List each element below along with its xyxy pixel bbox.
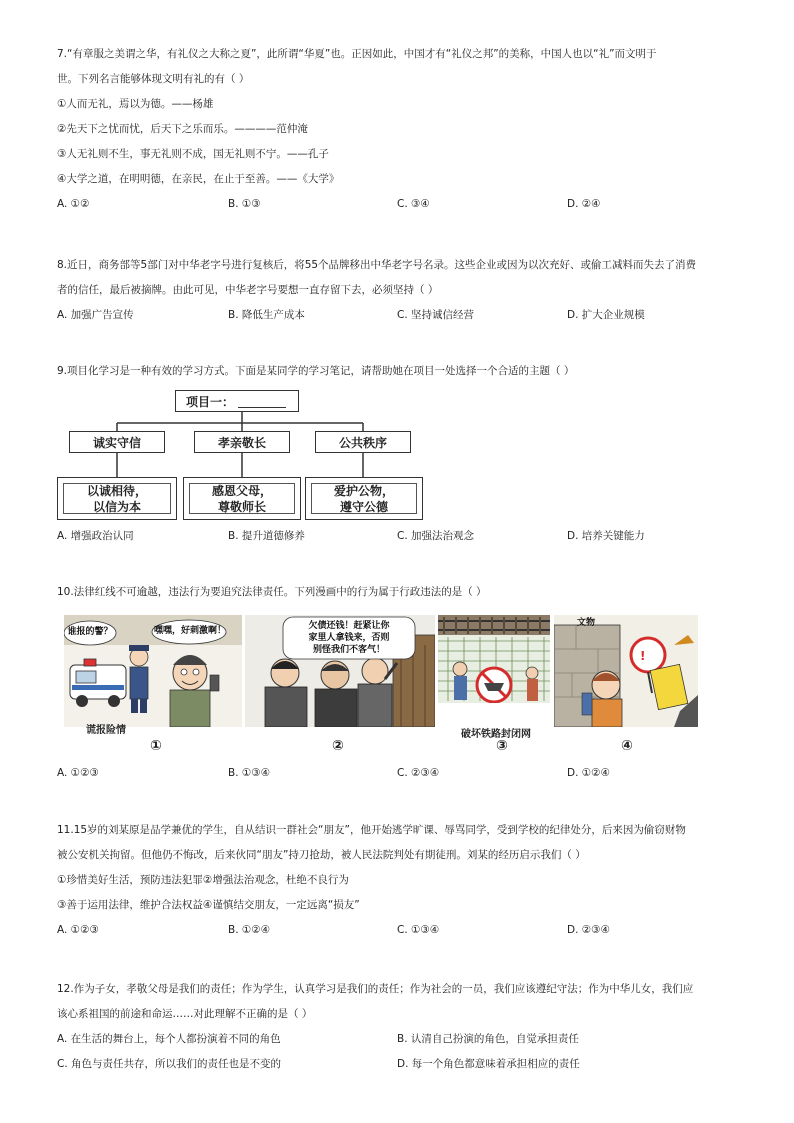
question-7-item-2: ②先天下之忧而忧，后天下之乐而乐。————范仲淹 (57, 123, 308, 135)
option-b[interactable]: B. ①③④ (228, 767, 271, 779)
question-8-options (57, 303, 747, 328)
panel-number-1: ① (150, 738, 162, 754)
question-7-item-3: ③人无礼则不生，事无礼则不成，国无礼则不宁。——孔子 (57, 148, 329, 160)
option-a[interactable]: A. ①② (57, 198, 90, 210)
panel-number-2: ② (332, 738, 344, 754)
question-7-stem-line-2: 世。下列名言能够体现文明有礼的有（ ） (57, 73, 250, 85)
question-8-stem-line-1: 8.近日，商务部等5部门对中华老字号进行复核后，将55个品牌移出中华老字号名录。这些企业或因为以次充好、或偷工减料而失去了消费 (57, 259, 697, 271)
option-d[interactable]: D. ②④ (567, 198, 601, 210)
panel-2-bubble-line-1: 欠债还钱！赶紧让你 (308, 621, 390, 631)
diagram-node-2: 孝亲敬长 (194, 431, 290, 453)
svg-text:!: ! (640, 649, 646, 663)
question-11-items-1: ①珍惜美好生活，预防违法犯罪②增强法治观念，杜绝不良行为 (57, 874, 349, 886)
question-12-options-row-1 (57, 1027, 747, 1052)
option-a[interactable]: A. 在生活的舞台上，每个人都扮演着不同的角色 (57, 1033, 281, 1045)
option-b[interactable]: B. 降低生产成本 (228, 309, 305, 321)
option-d[interactable]: D. ②③④ (567, 924, 610, 936)
question-10-options (57, 761, 747, 786)
question-10 (57, 580, 747, 605)
option-b[interactable]: B. 提升道德修养 (228, 530, 305, 542)
diagram-node-3: 公共秩序 (315, 431, 411, 453)
question-9-options (57, 524, 747, 549)
question-7-item-1: ①人而无礼，焉以为德。——杨雄 (57, 98, 214, 110)
option-b[interactable]: B. 认清自己扮演的角色，自觉承担责任 (397, 1033, 579, 1045)
comic-panel-2 (245, 615, 435, 727)
question-12-options-row-2 (57, 1052, 747, 1077)
option-b[interactable]: B. ①③ (228, 198, 261, 210)
question-9-options-wrap (57, 524, 747, 549)
option-c[interactable]: C. 坚持诚信经营 (397, 309, 475, 321)
diagram-leaf-2 (183, 477, 301, 520)
diagram-leaf-1-line-2: 以信为本 (92, 499, 141, 514)
question-8 (57, 253, 747, 328)
question-10-options-wrap (57, 761, 747, 786)
diagram-leaf-2-line-2: 尊敬师长 (217, 499, 266, 514)
option-b[interactable]: B. ①②④ (228, 924, 271, 936)
comic-panel-1 (64, 615, 242, 727)
option-c[interactable]: C. 加强法治观念 (397, 530, 475, 542)
question-11-items-2: ③善于运用法律，维护合法权益④谨慎结交朋友，一定远离“损友” (57, 899, 360, 911)
diagram-leaf-3-line-2: 遵守公德 (339, 499, 388, 514)
option-a[interactable]: A. 加强广告宣传 (57, 309, 134, 321)
question-11 (57, 818, 747, 943)
question-7-item-4: ④大学之道，在明明德，在亲民，在止于至善。——《大学》 (57, 173, 340, 185)
panel-2-bubble-line-3: 别怪我们不客气！ (312, 645, 385, 655)
question-11-options (57, 918, 747, 943)
panel-1-caption: 谎报险情 (86, 725, 126, 736)
panel-2-bubble (285, 620, 413, 656)
option-d[interactable]: D. 培养关键能力 (567, 530, 645, 542)
question-7-options (57, 192, 747, 217)
diagram-top-label: 项目一： (186, 394, 235, 409)
diagram-top-box (175, 390, 299, 412)
comic-panel-3 (438, 615, 550, 727)
option-c[interactable]: C. ①③④ (397, 924, 440, 936)
question-12-stem-line-1: 12.作为子女，孝敬父母是我们的责任；作为学生，认真学习是我们的责任；作为社会的一员，我们应该遵纪守法；作为中华儿女，我们应 (57, 983, 694, 995)
option-d[interactable]: D. 扩大企业规模 (567, 309, 645, 321)
diagram-leaf-1-line-1: 以诚相待， (86, 483, 147, 498)
panel-number-3: ③ (496, 738, 508, 754)
panel-3-caption: 破坏铁路封闭网 (461, 729, 531, 740)
question-12-stem-line-2: 该心系祖国的前途和命运……对此理解不正确的是（ ） (57, 1008, 313, 1020)
panel-1-bubble-police: 谁报的警？ (67, 627, 113, 637)
option-a[interactable]: A. ①②③ (57, 924, 99, 936)
question-7-stem-line-1: 7.“有章服之美谓之华，有礼仪之大称之夏”，此所谓“华夏”也。正因如此，中国才有“礼仪之邦”的美称，中国人也以“礼”而文明于 (57, 48, 657, 60)
option-d[interactable]: D. 每一个角色都意味着承担相应的责任 (397, 1058, 580, 1070)
question-8-stem-line-2: 者的信任，最后被摘牌。由此可见，中华老字号要想一直存留下去，必须坚持（ ） (57, 284, 439, 296)
option-c[interactable]: C. 角色与责任共存，所以我们的责任也是不变的 (57, 1058, 282, 1070)
comic-panel-4 (554, 615, 698, 727)
answer-blank (238, 395, 286, 408)
diagram-leaf-3-line-1: 爱护公物， (333, 483, 394, 498)
comic-panel-3-art (438, 615, 550, 727)
option-d[interactable]: D. ①②④ (567, 767, 610, 779)
panel-1-bubble-caller: 嘿嘿，好刺激啊！ (154, 626, 227, 636)
question-7 (57, 42, 747, 217)
panel-2-bubble-line-2: 家里人拿钱来，否则 (308, 633, 390, 643)
option-a[interactable]: A. 增强政治认同 (57, 530, 134, 542)
question-9-stem: 9.项目化学习是一种有效的学习方式。下面是某同学的学习笔记，请帮助她在项目一处选择一个合适的主题（ ） (57, 365, 575, 377)
question-12 (57, 977, 747, 1077)
question-11-stem-line-1: 11.15岁的刘某原是品学兼优的学生，自从结识一群社会“朋友”，他开始逃学旷课、辱骂同学，受到学校的纪律处分，后来因为偷窃财物 (57, 824, 686, 836)
comic-panel-4-art (554, 615, 698, 727)
panel-4-sign-text: 文物 (576, 618, 595, 628)
diagram-leaf-1 (57, 477, 177, 520)
diagram-leaf-3 (305, 477, 423, 520)
option-c[interactable]: C. ③④ (397, 198, 430, 210)
panel-number-4: ④ (621, 738, 633, 754)
diagram-node-1: 诚实守信 (69, 431, 165, 453)
option-c[interactable]: C. ②③④ (397, 767, 440, 779)
project-diagram (57, 390, 447, 520)
question-10-stem: 10.法律红线不可逾越，违法行为要追究法律责任。下列漫画中的行为属于行政违法的是（ ） (57, 586, 487, 598)
question-9 (57, 359, 747, 384)
question-11-stem-line-2: 被公安机关拘留。但他仍不悔改，后来伙同“朋友”持刀抢劫，被人民法院判处有期徒刑。刘某的经历启示我们（ ） (57, 849, 586, 861)
diagram-leaf-2-line-1: 感恩父母， (211, 483, 272, 498)
option-a[interactable]: A. ①②③ (57, 767, 99, 779)
